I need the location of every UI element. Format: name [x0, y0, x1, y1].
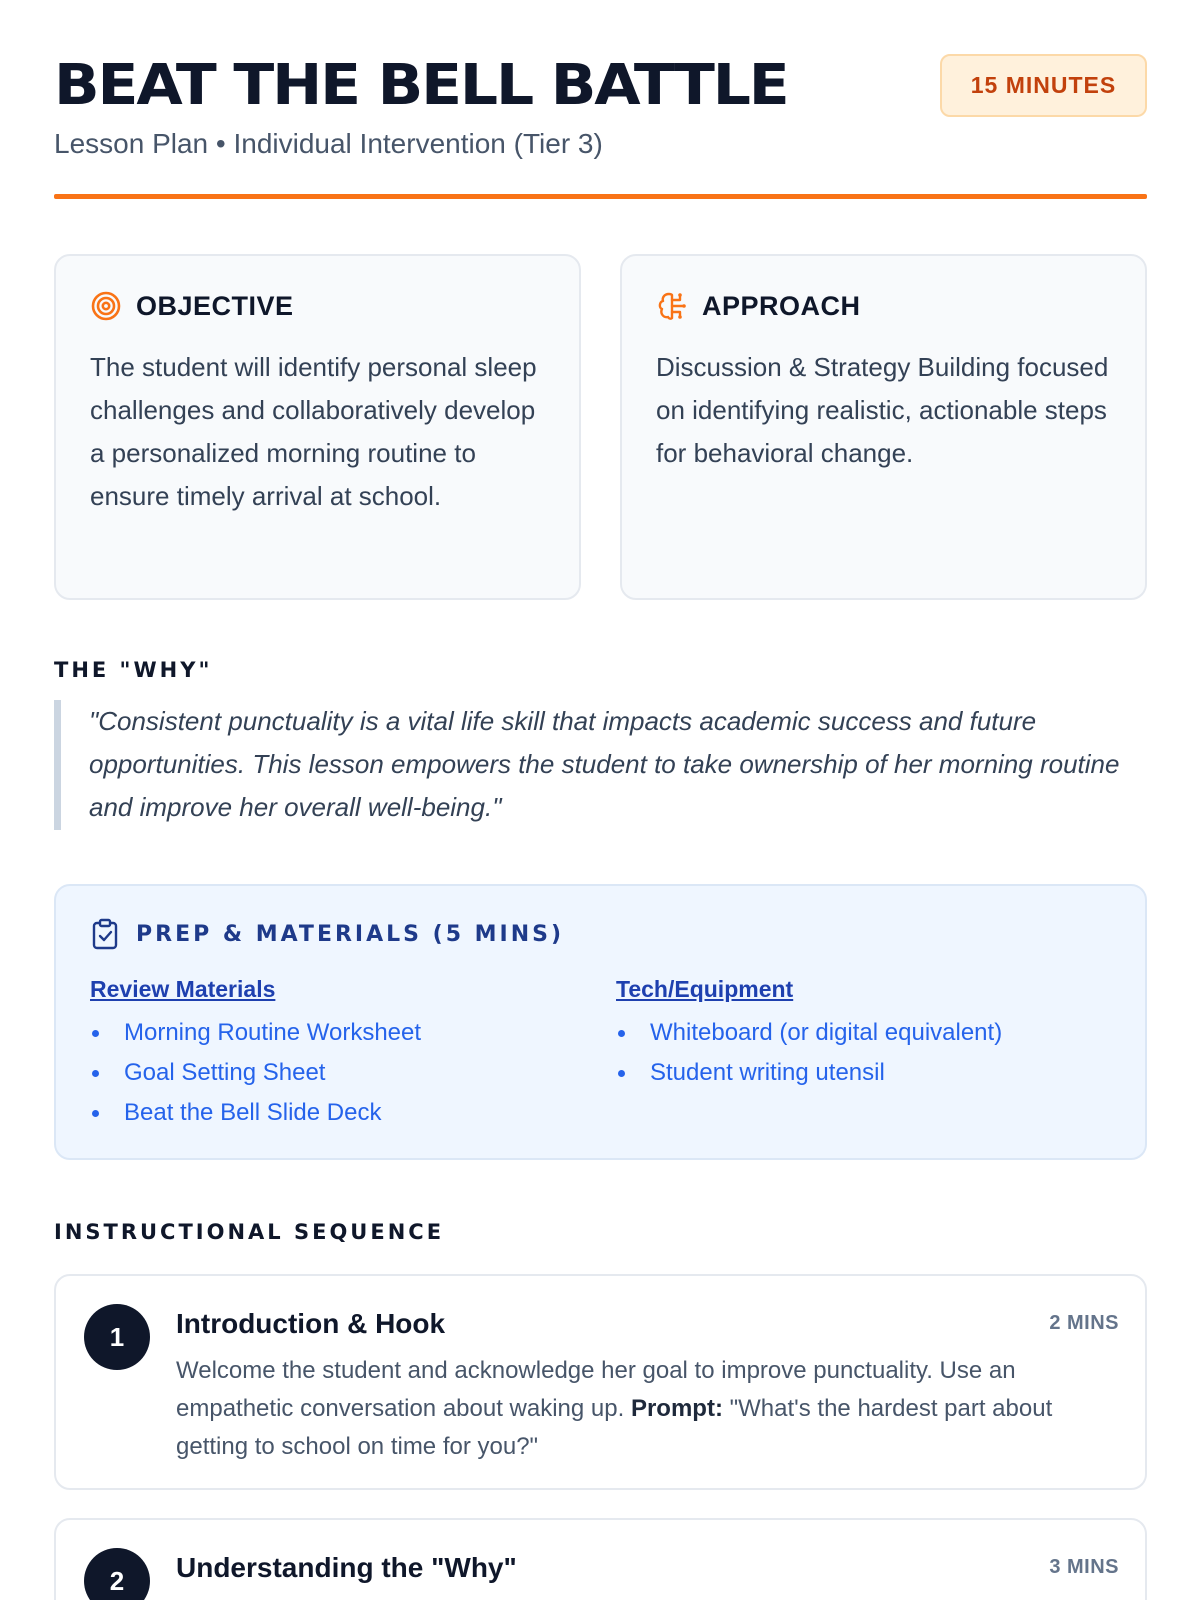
prep-header	[90, 916, 1111, 952]
list-item[interactable]: Whiteboard (or digital equivalent)	[616, 1013, 1002, 1053]
why-quote: "Consistent punctuality is a vital life skill that impacts academic success and future opportunities. This lesson empowers the student to take ownership of her morning routine and improve her overall well-being."	[54, 700, 1147, 830]
prep-title: PREP & MATERIALS (5 MINS)	[136, 921, 565, 947]
approach-card	[620, 254, 1147, 600]
review-materials-heading[interactable]: Review Materials	[90, 976, 276, 1002]
sequence-step-2	[54, 1518, 1147, 1600]
duration-badge: 15 MINUTES	[940, 54, 1147, 117]
list-item[interactable]: Morning Routine Worksheet	[90, 1013, 421, 1053]
step-prompt-label: Prompt:	[630, 1395, 723, 1422]
header	[54, 54, 1147, 202]
review-materials-list	[90, 1013, 421, 1133]
step-duration: 2 MINS	[1049, 1312, 1119, 1334]
tech-equipment-list	[616, 1013, 1002, 1093]
list-item[interactable]: Goal Setting Sheet	[90, 1053, 421, 1093]
page-subtitle: Lesson Plan • Individual Intervention (Tier 3)	[54, 128, 603, 159]
review-materials-column	[90, 976, 421, 1133]
objective-title: OBJECTIVE	[136, 290, 294, 321]
page-title: BEAT THE BELL BATTLE	[54, 53, 788, 118]
list-item[interactable]: Beat the Bell Slide Deck	[90, 1093, 421, 1133]
approach-title: APPROACH	[702, 290, 861, 321]
sequence-section-label: INSTRUCTIONAL SEQUENCE	[54, 1220, 445, 1244]
prep-materials-panel	[54, 884, 1147, 1160]
why-section-label: THE "WHY"	[54, 658, 213, 682]
step-number-badge: 2	[84, 1548, 150, 1600]
step-title: Understanding the "Why"	[176, 1552, 517, 1583]
step-description-text: Welcome the student and acknowledge her goal to improve punctuality. Use an empathetic conversation about waking up.	[176, 1357, 1016, 1422]
sequence-step-1	[54, 1274, 1147, 1490]
objective-card	[54, 254, 581, 600]
approach-header	[656, 288, 1111, 324]
step-prompt-text: "What's the hardest part about getting to school on time for you?"	[176, 1395, 1053, 1460]
objective-text: The student will identify personal sleep challenges and collaboratively develop a personalized morning routine to ensure timely arrival at school.	[90, 352, 537, 511]
target-icon	[90, 290, 122, 322]
step-number-badge: 1	[84, 1304, 150, 1370]
objective-header	[90, 288, 545, 324]
tech-equipment-column	[616, 976, 1002, 1093]
step-title: Introduction & Hook	[176, 1308, 446, 1339]
step-description	[176, 1352, 1106, 1466]
header-divider	[54, 194, 1147, 199]
tech-equipment-heading[interactable]: Tech/Equipment	[616, 976, 794, 1002]
list-item[interactable]: Student writing utensil	[616, 1053, 1002, 1093]
approach-text: Discussion & Strategy Building focused on identifying realistic, actionable steps for behavioral change.	[656, 352, 1109, 468]
clipboard-check-icon	[90, 918, 120, 950]
step-duration: 3 MINS	[1049, 1556, 1119, 1578]
brain-icon	[656, 290, 688, 322]
